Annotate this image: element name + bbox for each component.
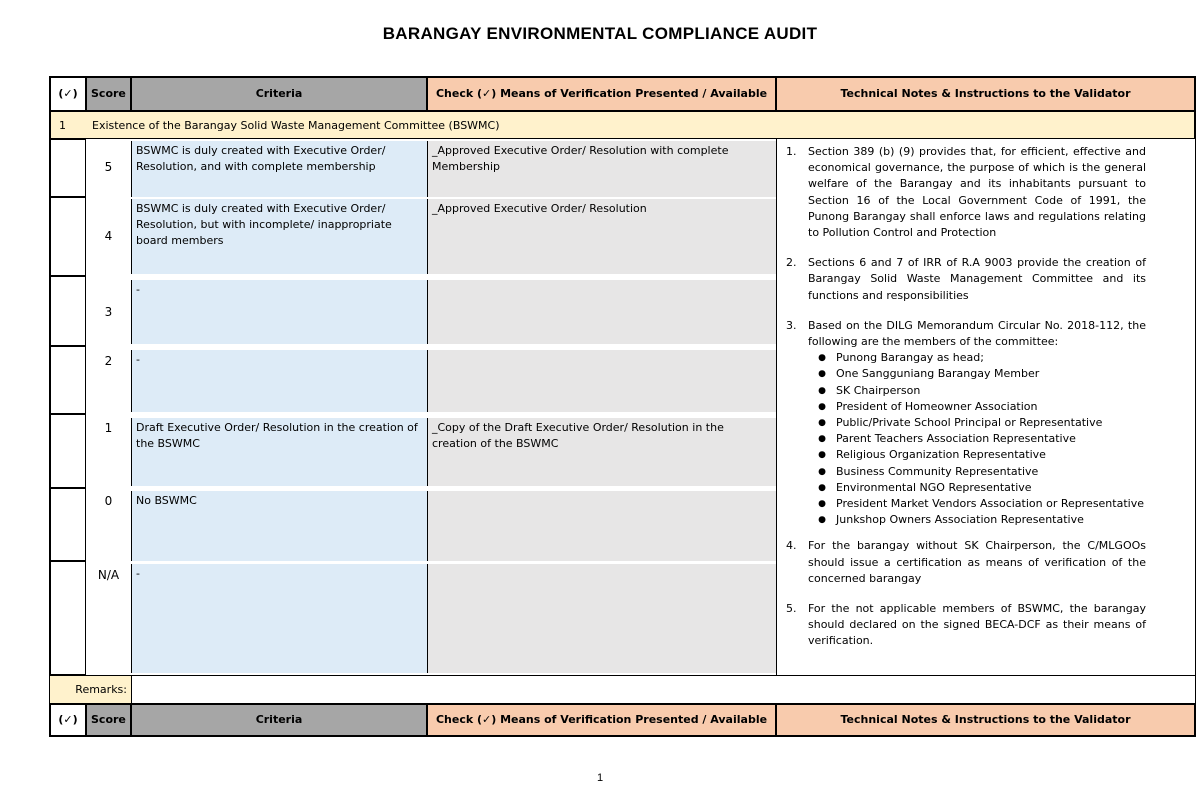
list-item: ● Religious Organization Representative <box>808 447 1146 463</box>
list-item: ● Punong Barangay as head; <box>808 350 1146 366</box>
header-mov: Check (✓) Means of Verification Presented / Available <box>427 77 776 111</box>
bullet-icon: ● <box>818 434 826 445</box>
note-item <box>782 144 1146 241</box>
note-item <box>782 255 1146 304</box>
technical-notes <box>782 144 1146 664</box>
check-box-na[interactable] <box>50 561 86 675</box>
remarks-label <box>50 675 131 704</box>
check-box-5[interactable] <box>50 139 86 197</box>
list-item: ● SK Chairperson <box>808 383 1146 399</box>
criteria-0: No BSWMC <box>131 491 427 561</box>
list-item: ● One Sangguniang Barangay Member <box>808 366 1146 382</box>
header-criteria: Criteria <box>131 77 427 111</box>
list-item: ● Environmental NGO Representative <box>808 480 1146 496</box>
bullet-icon: ● <box>818 515 826 526</box>
note-number: 4. <box>786 539 797 553</box>
note-text: Sections 6 and 7 of IRR of R.A 9003 provide the creation of Barangay Solid Waste Management Committee and its functions and responsibilities <box>808 256 1146 302</box>
note-number: 5. <box>786 602 797 616</box>
mov-2 <box>427 350 776 412</box>
list-item: ● Parent Teachers Association Representative <box>808 431 1146 447</box>
header-check: (✓) <box>50 77 86 111</box>
check-box-3[interactable] <box>50 276 86 346</box>
mov-0 <box>427 491 776 561</box>
note-number: 3. <box>786 318 797 332</box>
note-number: 1. <box>786 145 797 158</box>
bullet-icon: ● <box>818 499 826 510</box>
committee-members-list <box>808 350 1146 528</box>
score-2: 2 <box>104 354 113 368</box>
remarks-text: Remarks: <box>75 683 127 696</box>
note-number: 2. <box>786 256 797 270</box>
header-score-label: Score <box>91 87 126 100</box>
list-item: ● Business Community Representative <box>808 464 1146 480</box>
note-item <box>782 538 1146 587</box>
note-text: For the barangay without SK Chairperson, the C/MLGOOs should issue a certification as means of verification of the concerned barangay <box>808 539 1146 585</box>
note-item <box>782 601 1146 650</box>
page-number: 1 <box>596 772 604 784</box>
bullet-icon: ● <box>818 466 826 477</box>
score-4: 4 <box>104 229 113 243</box>
list-item: ● President of Homeowner Association <box>808 399 1146 415</box>
footer-header-score <box>86 704 131 736</box>
score-0: 0 <box>104 494 113 508</box>
bullet-icon: ● <box>818 369 826 380</box>
list-item: ● Public/Private School Principal or Representative <box>808 415 1146 431</box>
note-text: Based on the DILG Memorandum Circular No. 2018-112, the following are the members of the committee: <box>808 318 1146 349</box>
score-na: N/A <box>97 568 120 582</box>
criteria-3: - <box>131 280 427 344</box>
check-box-0[interactable] <box>50 488 86 561</box>
criteria-4: BSWMC is duly created with Executive Order/ Resolution, but with incomplete/ inappropriate board members <box>131 199 427 274</box>
bullet-icon: ● <box>818 353 826 364</box>
score-5: 5 <box>104 160 113 174</box>
header-notes: Technical Notes & Instructions to the Validator <box>776 77 1195 111</box>
footer-header-mov: Check (✓) Means of Verification Presented / Available <box>427 704 776 736</box>
check-box-2[interactable] <box>50 346 86 414</box>
bullet-icon: ● <box>818 450 826 461</box>
bullet-icon: ● <box>818 418 826 429</box>
score-1: 1 <box>104 421 113 435</box>
criteria-1: Draft Executive Order/ Resolution in the creation of the BSWMC <box>131 418 427 486</box>
section-row <box>50 111 1195 139</box>
mov-4: _Approved Executive Order/ Resolution <box>427 199 776 274</box>
section-title: Existence of the Barangay Solid Waste Management Committee (BSWMC) <box>92 119 500 132</box>
note-text: Section 389 (b) (9) provides that, for efficient, effective and economical governance, the purpose of which is the general welfare of the Barangay and its inhabitants pursuant to Section 16 of the Local Government Code of 1991, the Punong Barangay shall enforce laws and regulations relating to Pollution Control and Protection <box>808 145 1146 240</box>
score-3: 3 <box>104 305 113 319</box>
mov-3 <box>427 280 776 344</box>
footer-header-check: (✓) <box>50 704 86 736</box>
page-title: BARANGAY ENVIRONMENTAL COMPLIANCE AUDIT <box>382 24 818 43</box>
footer-header-criteria: Criteria <box>131 704 427 736</box>
bullet-icon: ● <box>818 401 826 412</box>
list-item: ● President Market Vendors Association or Representative <box>808 496 1146 512</box>
criteria-5: BSWMC is duly created with Executive Order/ Resolution, and with complete membership <box>131 141 427 197</box>
mov-na <box>427 564 776 673</box>
check-box-4[interactable] <box>50 197 86 276</box>
note-text: For the not applicable members of BSWMC, the barangay should declared on the signed BECA-DCF as their means of verification. <box>808 602 1146 648</box>
check-box-1[interactable] <box>50 414 86 488</box>
note-item <box>782 318 1146 529</box>
list-item: ● Junkshop Owners Association Representative <box>808 512 1146 528</box>
footer-header-notes: Technical Notes & Instructions to the Validator <box>776 704 1195 736</box>
mov-5: _Approved Executive Order/ Resolution with complete Membership <box>427 141 776 197</box>
criteria-na: - <box>131 564 427 673</box>
remarks-input[interactable] <box>131 675 1195 704</box>
bullet-icon: ● <box>818 482 826 493</box>
bullet-icon: ● <box>818 385 826 396</box>
footer-header-score-label: Score <box>91 713 126 726</box>
notes-divider <box>776 139 777 675</box>
header-score <box>86 77 131 111</box>
section-number: 1 <box>59 119 66 132</box>
criteria-2: - <box>131 350 427 412</box>
mov-1: _Copy of the Draft Executive Order/ Resolution in the creation of the BSWMC <box>427 418 776 486</box>
